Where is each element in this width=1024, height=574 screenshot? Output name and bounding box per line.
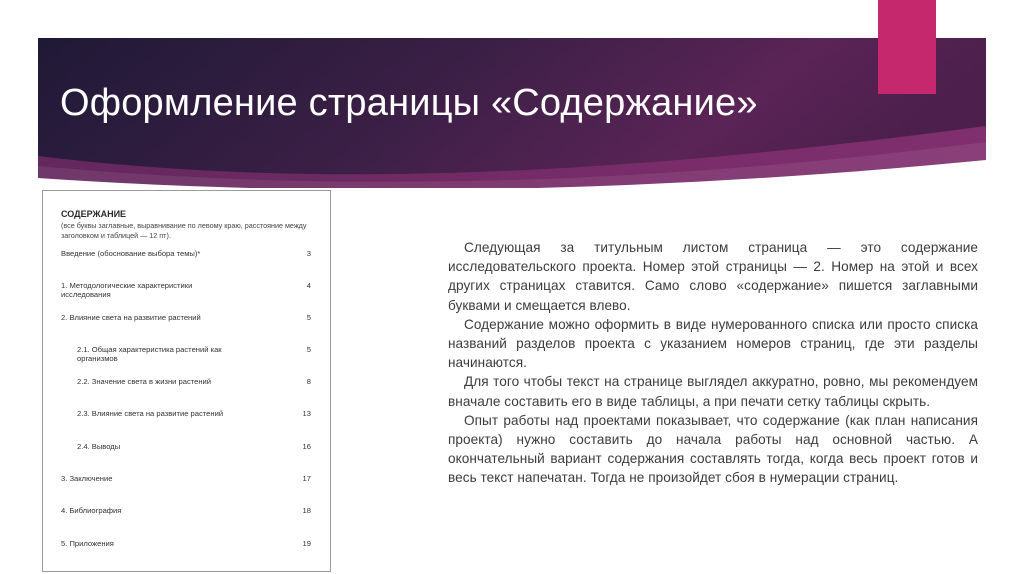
toc-row — [61, 281, 311, 299]
toc-row-page: 3 — [306, 249, 311, 258]
toc-row-page: 8 — [306, 377, 311, 386]
slide-title: Оформление страницы «Содержание» — [60, 82, 758, 124]
toc-row-page: 17 — [302, 474, 311, 483]
toc-row — [61, 474, 311, 483]
toc-row-title: 1. Методологические характеристики исследования — [61, 281, 193, 299]
toc-row-title: Введение (обоснование выбора темы)* — [61, 249, 201, 258]
toc-row-title: 5. Приложения — [61, 539, 114, 548]
toc-row-title: 2.2. Значение света в жизни растений — [77, 377, 212, 386]
toc-row-title: 3. Заключение — [61, 474, 113, 483]
toc-row-page: 5 — [306, 313, 311, 322]
toc-row — [61, 539, 311, 548]
toc-row-title: 2. Влияние света на развитие растений — [61, 313, 201, 322]
toc-row-title: 2.4. Выводы — [77, 442, 121, 451]
toc-row — [77, 409, 311, 418]
toc-row-title: 4. Библиография — [61, 506, 122, 515]
toc-note: (все буквы заглавные, выравнивание по левому краю, расстояние между заголовком и таблицей — 12 пт). — [61, 221, 307, 240]
body-paragraph: Следующая за титульным листом страница — это содержание исследовательского проекта. Номер этой страницы — 2. Номер на этой и всех других страницах ставится. Само слово «содержание» пишется заглавными буквами и смещается влево. — [448, 240, 978, 313]
toc-row — [61, 506, 311, 515]
toc-row — [77, 377, 311, 386]
toc-row — [77, 442, 311, 451]
toc-row-page: 19 — [302, 539, 311, 548]
toc-row — [61, 313, 311, 322]
toc-heading: СОДЕРЖАНИЕ — [61, 209, 127, 219]
body-text — [448, 238, 978, 488]
toc-row-page: 5 — [306, 345, 311, 354]
toc-row-title: 2.3. Влияние света на развитие растений — [77, 409, 224, 418]
body-paragraph: Для того чтобы текст на странице выглядел аккуратно, ровно, мы рекомендуем вначале составить его в виде таблицы, а при печати сетку таблицы скрыть. — [448, 374, 978, 409]
body-paragraph: Содержание можно оформить в виде нумерованного списка или просто списка названий разделов проекта с указанием номеров страниц, где эти разделы начинаются. — [448, 316, 978, 371]
toc-row — [77, 345, 311, 363]
toc-row-title: 2.1. Общая характеристика растений как организмов — [77, 345, 222, 363]
body-paragraph: Опыт работы над проектами показывает, что содержание (как план написания проекта) нужно составить до начала работы над основной частью. А окончательный вариант содержания составлять тогда, когда весь проект готов и весь текст напечатан. Тогда не произойдет сбоя в нумерации страниц. — [448, 412, 978, 486]
toc-row-page: 16 — [302, 442, 311, 451]
toc-row-page: 4 — [306, 281, 311, 290]
accent-tab — [878, 0, 936, 94]
toc-page-image — [42, 190, 331, 572]
toc-row-page: 13 — [302, 409, 311, 418]
toc-row — [61, 249, 311, 258]
toc-row-page: 18 — [302, 506, 311, 515]
